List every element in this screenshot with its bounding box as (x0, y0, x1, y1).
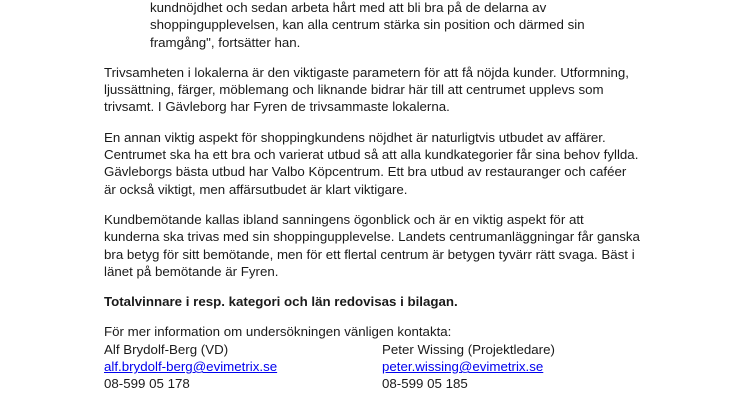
text-line: är också viktigt, men affärsutbudet är klart viktigare. (104, 181, 408, 197)
contact-section (104, 323, 664, 392)
text-line: framgång", fortsätter han. (150, 34, 301, 50)
text-line: bra betyg för sitt bemötande, men för ett flertal centrum är betygen tyvärr rätt svaga. Bäst i (104, 246, 635, 262)
text-line: Totalvinnare i resp. kategori och län redovisas i bilagan. (104, 294, 458, 310)
contact-email-link[interactable]: peter.wissing@evimetrix.se (382, 359, 544, 375)
contact-email-link[interactable]: alf.brydolf-berg@evimetrix.se (104, 359, 278, 375)
paragraph-utbud (104, 129, 664, 198)
text-line: ljussättning, färger, möblemang och liknande bidrar här till att centrumet upplevs som (104, 82, 604, 98)
text-line: Trivsamheten i lokalerna är den viktigaste parametern för att få nöjda kunder. Utformning, (104, 64, 629, 80)
text-line: kunderna ska trivas med sin shoppingupplevelse. Landets centrumanläggningar får ganska (104, 229, 640, 245)
contact-phone: 08-599 05 185 (382, 376, 468, 392)
text-line: kundnöjdhet och sedan arbeta hårt med att bli bra på de delarna av (150, 0, 547, 15)
quote-paragraph (150, 0, 664, 51)
text-line: En annan viktig aspekt för shoppingkundens nöjdhet är naturligtvis utbudet av affärer. (104, 129, 606, 145)
document-body (104, 0, 664, 393)
text-line: länet på bemötande är Fyren. (104, 263, 279, 279)
text-line: Centrumet ska ha ett bra och varierat utbud så att alla kundkategorier får sina behov fyllda. (104, 147, 639, 163)
contact-name: Alf Brydolf-Berg (VD) (104, 341, 229, 357)
contact-name: Peter Wissing (Projektledare) (382, 341, 555, 357)
contact-phone: 08-599 05 178 (104, 376, 190, 392)
contact-intro: För mer information om undersökningen vänligen kontakta: (104, 324, 452, 340)
contact-card-alf (104, 341, 382, 393)
contact-columns (104, 341, 664, 393)
text-line: Kundbemötande kallas ibland sanningens ögonblick och är en viktig aspekt för att (104, 211, 584, 227)
text-line: shoppingupplevelsen, kan alla centrum stärka sin position och därmed sin (150, 17, 585, 33)
text-line: trivsamt. I Gävleborg har Fyren de trivsammaste lokalerna. (104, 99, 450, 115)
paragraph-trivsamhet (104, 64, 664, 116)
contact-card-peter (382, 341, 660, 393)
text-line: Gävleborgs bästa utbud har Valbo Köpcentrum. Ett bra utbud av restauranger och caféer (104, 164, 627, 180)
paragraph-kundbemotande (104, 211, 664, 280)
summary-bold-line (104, 293, 664, 310)
